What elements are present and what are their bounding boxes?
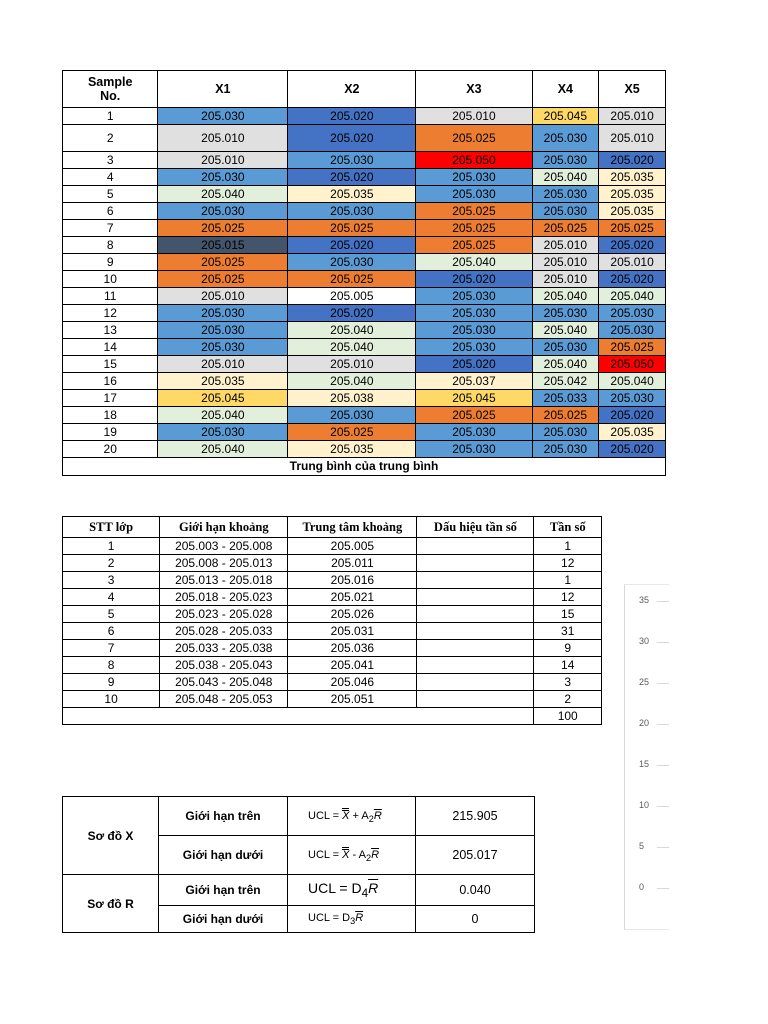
measurement-cell: 205.030 <box>416 305 532 322</box>
sample-row <box>63 254 666 271</box>
r-ucl-formula: UCL = $D_4\overline{R}$ <box>288 875 416 906</box>
class-interval: 205.008 - 205.013 <box>160 555 288 572</box>
header-sample-no: Sample No. <box>63 71 158 108</box>
class-number: 8 <box>63 657 160 674</box>
measurement-cell: 205.040 <box>416 254 532 271</box>
sample-number: 10 <box>63 271 158 288</box>
measurement-cell: 205.020 <box>416 356 532 373</box>
tally-mark <box>417 589 534 606</box>
measurement-cell: 205.040 <box>158 186 288 203</box>
measurement-cell: 205.010 <box>288 356 416 373</box>
sample-row <box>63 441 666 458</box>
measurement-cell: 205.030 <box>532 424 599 441</box>
sample-row <box>63 186 666 203</box>
sample-number: 14 <box>63 339 158 356</box>
class-frequency: 14 <box>534 657 602 674</box>
header-interval: Giới hạn khoảng <box>160 517 288 538</box>
sample-number: 5 <box>63 186 158 203</box>
sample-row <box>63 237 666 254</box>
x-lower-value: 205.017 <box>416 836 535 875</box>
measurement-cell: 205.025 <box>416 203 532 220</box>
measurement-cell: 205.030 <box>288 407 416 424</box>
x-lcl-formula: UCL = X - $A_2\overline{R}$ <box>288 836 416 875</box>
class-interval: 205.048 - 205.053 <box>160 691 288 708</box>
measurement-cell: 205.030 <box>416 186 532 203</box>
measurement-cell: 205.030 <box>416 288 532 305</box>
class-midpoint: 205.036 <box>288 640 417 657</box>
measurement-cell: 205.020 <box>599 237 666 254</box>
sample-number: 13 <box>63 322 158 339</box>
frequency-table <box>62 516 602 725</box>
measurement-cell: 205.045 <box>532 108 599 125</box>
gridline <box>657 601 669 602</box>
class-midpoint: 205.046 <box>288 674 417 691</box>
sample-number: 12 <box>63 305 158 322</box>
sample-row <box>63 424 666 441</box>
measurement-cell: 205.035 <box>599 186 666 203</box>
class-number: 5 <box>63 606 160 623</box>
measurement-cell: 205.040 <box>532 356 599 373</box>
measurement-cell: 205.030 <box>158 108 288 125</box>
sample-number: 3 <box>63 152 158 169</box>
header-x3: X3 <box>416 71 532 108</box>
sample-row <box>63 305 666 322</box>
sample-row <box>63 407 666 424</box>
measurement-cell: 205.030 <box>532 305 599 322</box>
measurement-cell: 205.030 <box>599 390 666 407</box>
x-lcl-prefix: UCL = <box>308 848 343 861</box>
y-tick-label: 5 <box>639 841 645 851</box>
measurement-cell: 205.030 <box>288 203 416 220</box>
measurement-cell: 205.030 <box>416 424 532 441</box>
measurement-cell: 205.030 <box>532 152 599 169</box>
class-midpoint: 205.051 <box>288 691 417 708</box>
y-tick-label: 35 <box>639 595 650 605</box>
tally-mark <box>417 657 534 674</box>
measurement-cell: 205.030 <box>532 203 599 220</box>
measurement-cell: 205.040 <box>158 407 288 424</box>
header-tally: Dấu hiệu tần số <box>417 517 534 538</box>
measurement-cell: 205.030 <box>158 203 288 220</box>
y-tick-label: 15 <box>639 759 650 769</box>
measurement-cell: 205.030 <box>532 125 599 152</box>
measurement-cell: 205.030 <box>158 322 288 339</box>
histogram-chart-fragment <box>624 584 669 930</box>
gridline <box>657 724 669 725</box>
class-number: 2 <box>63 555 160 572</box>
sample-row <box>63 169 666 186</box>
class-interval: 205.013 - 205.018 <box>160 572 288 589</box>
grand-mean-label: Trung bình của trung bình <box>63 458 666 476</box>
sample-number: 15 <box>63 356 158 373</box>
sample-row <box>63 373 666 390</box>
measurement-cell: 205.038 <box>288 390 416 407</box>
sample-row <box>63 322 666 339</box>
class-number: 4 <box>63 589 160 606</box>
class-frequency: 15 <box>534 606 602 623</box>
measurement-cell: 205.010 <box>532 254 599 271</box>
measurement-cell: 205.025 <box>158 254 288 271</box>
measurement-cell: 205.010 <box>158 356 288 373</box>
measurement-cell: 205.025 <box>288 220 416 237</box>
class-frequency: 3 <box>534 674 602 691</box>
measurement-cell: 205.040 <box>532 169 599 186</box>
measurement-cell: 205.035 <box>599 424 666 441</box>
measurement-cell: 205.030 <box>288 254 416 271</box>
measurement-cell: 205.010 <box>158 152 288 169</box>
measurement-cell: 205.010 <box>532 271 599 288</box>
y-tick-label: 10 <box>639 800 650 810</box>
r-ucl-prefix: UCL = <box>308 880 352 897</box>
class-frequency: 2 <box>534 691 602 708</box>
header-frequency: Tần số <box>534 517 602 538</box>
class-midpoint: 205.011 <box>288 555 417 572</box>
class-interval: 205.043 - 205.048 <box>160 674 288 691</box>
sample-number: 2 <box>63 125 158 152</box>
sample-number: 20 <box>63 441 158 458</box>
class-frequency: 12 <box>534 589 602 606</box>
frequency-row <box>63 674 602 691</box>
measurement-cell: 205.030 <box>158 424 288 441</box>
sample-number: 4 <box>63 169 158 186</box>
gridline <box>657 642 669 643</box>
measurement-cell: 205.030 <box>599 322 666 339</box>
frequency-row <box>63 572 602 589</box>
measurement-cell: 205.030 <box>416 441 532 458</box>
gridline <box>657 888 669 889</box>
sample-row <box>63 288 666 305</box>
sample-number: 7 <box>63 220 158 237</box>
measurement-cell: 205.010 <box>158 125 288 152</box>
measurement-cell: 205.040 <box>158 441 288 458</box>
class-interval: 205.038 - 205.043 <box>160 657 288 674</box>
sample-row <box>63 152 666 169</box>
measurement-cell: 205.020 <box>288 108 416 125</box>
sample-number: 1 <box>63 108 158 125</box>
measurement-cell: 205.025 <box>416 407 532 424</box>
gridline <box>657 683 669 684</box>
measurement-cell: 205.010 <box>599 108 666 125</box>
measurement-cell: 205.010 <box>599 254 666 271</box>
sample-table <box>62 70 666 476</box>
measurement-cell: 205.025 <box>416 237 532 254</box>
class-midpoint: 205.041 <box>288 657 417 674</box>
y-tick-label: 20 <box>639 718 650 728</box>
header-midpoint: Trung tâm khoảng <box>288 517 417 538</box>
measurement-cell: 205.030 <box>416 322 532 339</box>
class-number: 9 <box>63 674 160 691</box>
measurement-cell: 205.030 <box>532 339 599 356</box>
measurement-cell: 205.020 <box>288 125 416 152</box>
frequency-row <box>63 691 602 708</box>
header-class-no: STT lớp <box>63 517 160 538</box>
sample-row <box>63 271 666 288</box>
measurement-cell: 205.025 <box>599 220 666 237</box>
header-x2: X2 <box>288 71 416 108</box>
measurement-cell: 205.025 <box>158 271 288 288</box>
sample-number: 19 <box>63 424 158 441</box>
measurement-cell: 205.040 <box>599 373 666 390</box>
class-number: 1 <box>63 538 160 555</box>
measurement-cell: 205.005 <box>288 288 416 305</box>
measurement-cell: 205.030 <box>416 339 532 356</box>
measurement-cell: 205.040 <box>532 322 599 339</box>
control-limits-table <box>62 796 535 933</box>
class-number: 6 <box>63 623 160 640</box>
class-interval: 205.023 - 205.028 <box>160 606 288 623</box>
frequency-row <box>63 623 602 640</box>
class-frequency: 31 <box>534 623 602 640</box>
measurement-cell: 205.020 <box>599 271 666 288</box>
sample-number: 17 <box>63 390 158 407</box>
x-upper-label: Giới hạn trên <box>159 797 288 836</box>
measurement-cell: 205.025 <box>416 220 532 237</box>
class-number: 7 <box>63 640 160 657</box>
measurement-cell: 205.045 <box>416 390 532 407</box>
measurement-cell: 205.030 <box>416 169 532 186</box>
class-frequency: 1 <box>534 538 602 555</box>
measurement-cell: 205.035 <box>599 203 666 220</box>
x-ucl-prefix: UCL = <box>308 809 343 822</box>
header-x1: X1 <box>158 71 288 108</box>
measurement-cell: 205.020 <box>288 305 416 322</box>
tally-mark <box>417 606 534 623</box>
frequency-row <box>63 640 602 657</box>
sample-number: 8 <box>63 237 158 254</box>
measurement-cell: 205.020 <box>288 169 416 186</box>
measurement-cell: 205.035 <box>599 169 666 186</box>
r-upper-value: 0.040 <box>416 875 535 906</box>
sample-number: 6 <box>63 203 158 220</box>
sample-row <box>63 125 666 152</box>
gridline <box>657 765 669 766</box>
measurement-cell: 205.030 <box>158 339 288 356</box>
class-frequency: 9 <box>534 640 602 657</box>
measurement-cell: 205.035 <box>158 373 288 390</box>
measurement-cell: 205.020 <box>599 407 666 424</box>
measurement-cell: 205.030 <box>158 305 288 322</box>
measurement-cell: 205.025 <box>532 407 599 424</box>
sample-number: 9 <box>63 254 158 271</box>
sample-row <box>63 339 666 356</box>
tally-mark <box>417 555 534 572</box>
r-lcl-prefix: UCL = <box>308 911 343 924</box>
measurement-cell: 205.040 <box>599 288 666 305</box>
measurement-cell: 205.020 <box>288 237 416 254</box>
measurement-cell: 205.030 <box>532 186 599 203</box>
measurement-cell: 205.030 <box>158 169 288 186</box>
r-chart-label: Sơ đồ R <box>63 875 159 933</box>
measurement-cell: 205.025 <box>288 424 416 441</box>
measurement-cell: 205.025 <box>288 271 416 288</box>
frequency-row <box>63 555 602 572</box>
measurement-cell: 205.010 <box>532 237 599 254</box>
measurement-cell: 205.020 <box>599 441 666 458</box>
sample-row <box>63 356 666 373</box>
class-number: 3 <box>63 572 160 589</box>
sample-number: 16 <box>63 373 158 390</box>
sample-table-header <box>63 71 666 108</box>
x-ucl-formula: UCL = $X + A_2\overline{R}$ <box>288 797 416 836</box>
measurement-cell: 205.020 <box>599 152 666 169</box>
measurement-cell: 205.010 <box>158 288 288 305</box>
measurement-cell: 205.030 <box>599 305 666 322</box>
y-tick-label: 25 <box>639 677 650 687</box>
measurement-cell: 205.040 <box>288 322 416 339</box>
sample-row <box>63 220 666 237</box>
measurement-cell: 205.050 <box>599 356 666 373</box>
frequency-row <box>63 589 602 606</box>
class-number: 10 <box>63 691 160 708</box>
class-midpoint: 205.016 <box>288 572 417 589</box>
r-lower-value: 0 <box>416 906 535 933</box>
sample-row <box>63 108 666 125</box>
measurement-cell: 205.020 <box>416 271 532 288</box>
y-tick-label: 30 <box>639 636 650 646</box>
measurement-cell: 205.033 <box>532 390 599 407</box>
class-frequency: 12 <box>534 555 602 572</box>
class-midpoint: 205.031 <box>288 623 417 640</box>
frequency-row <box>63 606 602 623</box>
measurement-cell: 205.025 <box>532 220 599 237</box>
sample-row <box>63 203 666 220</box>
measurement-cell: 205.010 <box>599 125 666 152</box>
sample-number: 11 <box>63 288 158 305</box>
measurement-cell: 205.025 <box>599 339 666 356</box>
measurement-cell: 205.040 <box>288 339 416 356</box>
r-lcl-formula: UCL = $D_3\overline{R}$ <box>288 906 416 933</box>
measurement-cell: 205.030 <box>532 441 599 458</box>
measurement-cell: 205.042 <box>532 373 599 390</box>
gridline <box>657 847 669 848</box>
measurement-cell: 205.037 <box>416 373 532 390</box>
measurement-cell: 205.035 <box>288 186 416 203</box>
measurement-cell: 205.030 <box>288 152 416 169</box>
gridline <box>657 806 669 807</box>
frequency-total: 100 <box>534 708 602 725</box>
frequency-row <box>63 538 602 555</box>
class-interval: 205.018 - 205.023 <box>160 589 288 606</box>
measurement-cell: 205.035 <box>288 441 416 458</box>
measurement-cell: 205.025 <box>158 220 288 237</box>
y-tick-label: 0 <box>639 882 645 892</box>
r-upper-label: Giới hạn trên <box>159 875 288 906</box>
class-interval: 205.003 - 205.008 <box>160 538 288 555</box>
tally-mark <box>417 691 534 708</box>
total-label-cell <box>63 708 534 725</box>
measurement-cell: 205.025 <box>416 125 532 152</box>
class-interval: 205.028 - 205.033 <box>160 623 288 640</box>
class-frequency: 1 <box>534 572 602 589</box>
header-x5: X5 <box>599 71 666 108</box>
sample-row <box>63 390 666 407</box>
x-chart-label: Sơ đồ X <box>63 797 159 875</box>
class-midpoint: 205.005 <box>288 538 417 555</box>
frequency-row <box>63 657 602 674</box>
class-interval: 205.033 - 205.038 <box>160 640 288 657</box>
measurement-cell: 205.045 <box>158 390 288 407</box>
tally-mark <box>417 640 534 657</box>
measurement-cell: 205.015 <box>158 237 288 254</box>
tally-mark <box>417 623 534 640</box>
measurement-cell: 205.050 <box>416 152 532 169</box>
tally-mark <box>417 572 534 589</box>
class-midpoint: 205.021 <box>288 589 417 606</box>
measurement-cell: 205.010 <box>416 108 532 125</box>
tally-mark <box>417 538 534 555</box>
r-lower-label: Giới hạn dưới <box>159 906 288 933</box>
class-midpoint: 205.026 <box>288 606 417 623</box>
x-upper-value: 215.905 <box>416 797 535 836</box>
tally-mark <box>417 674 534 691</box>
header-x4: X4 <box>532 71 599 108</box>
measurement-cell: 205.040 <box>288 373 416 390</box>
sample-number: 18 <box>63 407 158 424</box>
measurement-cell: 205.040 <box>532 288 599 305</box>
x-lower-label: Giới hạn dưới <box>159 836 288 875</box>
